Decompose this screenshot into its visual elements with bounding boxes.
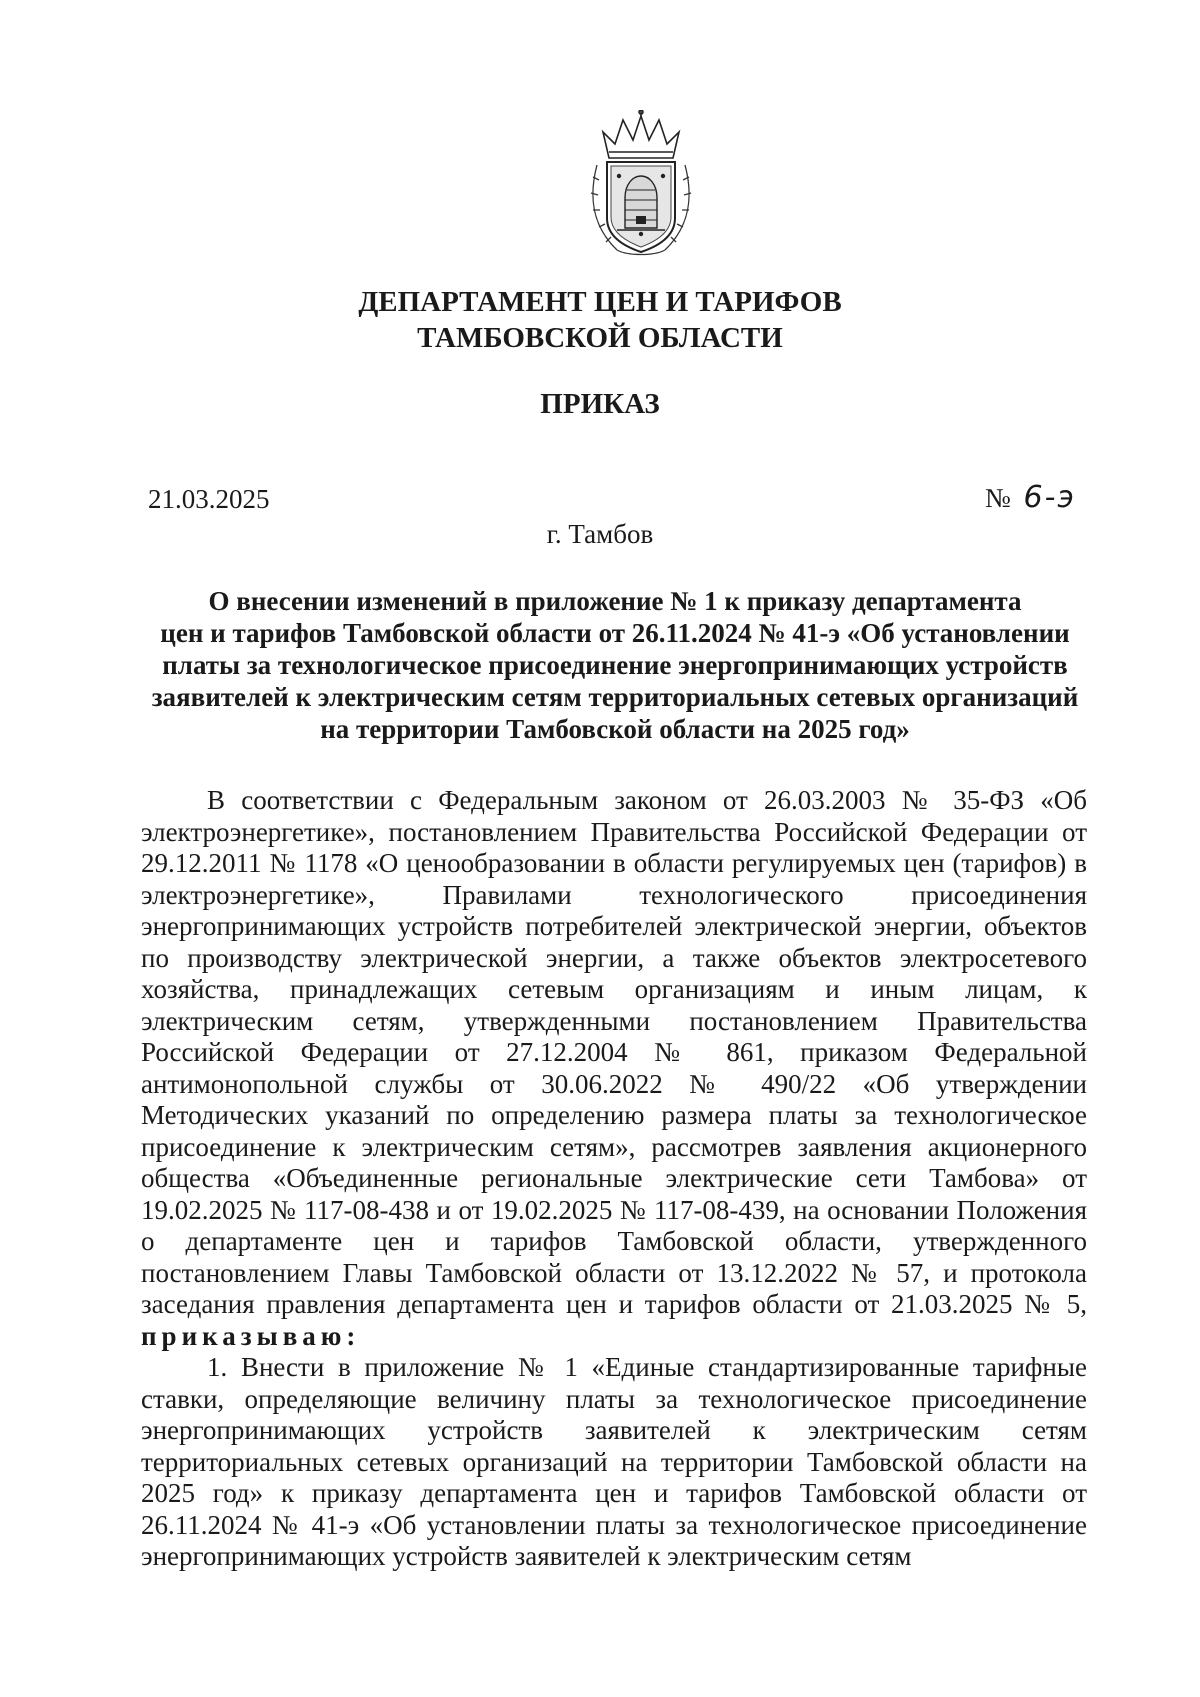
number-sign: № (985, 483, 1011, 513)
order-subject (150, 585, 1080, 745)
subject-line-4: заявителей к электрическим сетям территориальных сетевых организаций (151, 682, 1079, 712)
order-date: 21.03.2025 (148, 484, 270, 514)
subject-line-5: на территории Тамбовской области на 2025 год» (320, 714, 910, 744)
handwritten-number: 6-э (1023, 480, 1076, 515)
document-type-title: ПРИКАЗ (540, 388, 660, 420)
order-body (141, 785, 1087, 1573)
department-heading (0, 284, 1200, 356)
subject-line-3: платы за технологическое присоединение энергопринимающих устройств (162, 650, 1068, 680)
clause-1-paragraph: 1. Внести в приложение № 1 «Единые стандартизированные тарифные ставки, определяющие величину платы за технологическое присоединение энергопринимающих устройств заявителей к электрическим сетям территориальных сетевых организаций на территории Тамбовской области на 2025 год» к приказу департамента цен и тарифов Тамбовской области от 26.11.2024 № 41-э «Об установлении платы за технологическое присоединение энергопринимающих устройств заявителей к электрическим сетям (141, 1352, 1087, 1571)
department-line-2: ТАМБОВСКОЙ ОБЛАСТИ (417, 322, 783, 354)
order-number (985, 480, 1076, 515)
subject-line-2: цен и тарифов Тамбовской области от 26.11.2024 № 41-э «Об установлении (160, 618, 1070, 648)
order-word: приказываю: (141, 1320, 361, 1351)
department-line-1: ДЕПАРТАМЕНТ ЦЕН И ТАРИФОВ (358, 286, 842, 318)
preamble-paragraph (141, 785, 1087, 1352)
coat-of-arms-icon (587, 110, 695, 260)
subject-line-1: О внесении изменений в приложение № 1 к приказу департамента (208, 586, 1022, 616)
city-name: г. Тамбов (546, 519, 654, 549)
preamble-text: В соответствии с Федеральным законом от 26.03.2003 № 35-ФЗ «Об электроэнергетике», постановлением Правительства Российской Федерации от 29.12.2011 № 1178 «О ценообразовании в области регулируемых цен (тарифов) в электроэнергетике», Правилами технологического присоединения энергопринимающих устройств потребителей электрической энергии, объектов по производству электрической энергии, а также объектов электросетевого хозяйства, принадлежащих сетевым организациям и иным лицам, к электрическим сетям, утвержденными постановлением Правительства Российской Федерации от 27.12.2004 № 861, приказом Федеральной антимонопольной службы от 30.06.2022 № 490/22 «Об утверждении Методических указаний по определению размера платы за технологическое присоединение к электрическим сетям», рассмотрев заявления акционерного общества «Объединенные региональные электрические сети Тамбова» от 19.02.2025 № 117-08-438 и от 19.02.2025 № 117-08-439, на основании Положения о департаменте цен и тарифов Тамбовской области, утвержденного постановлением Главы Тамбовской области от 13.12.2022 № 57, и протокола заседания правления департамента цен и тарифов области от 21.03.2025 № 5, (141, 785, 1087, 1319)
